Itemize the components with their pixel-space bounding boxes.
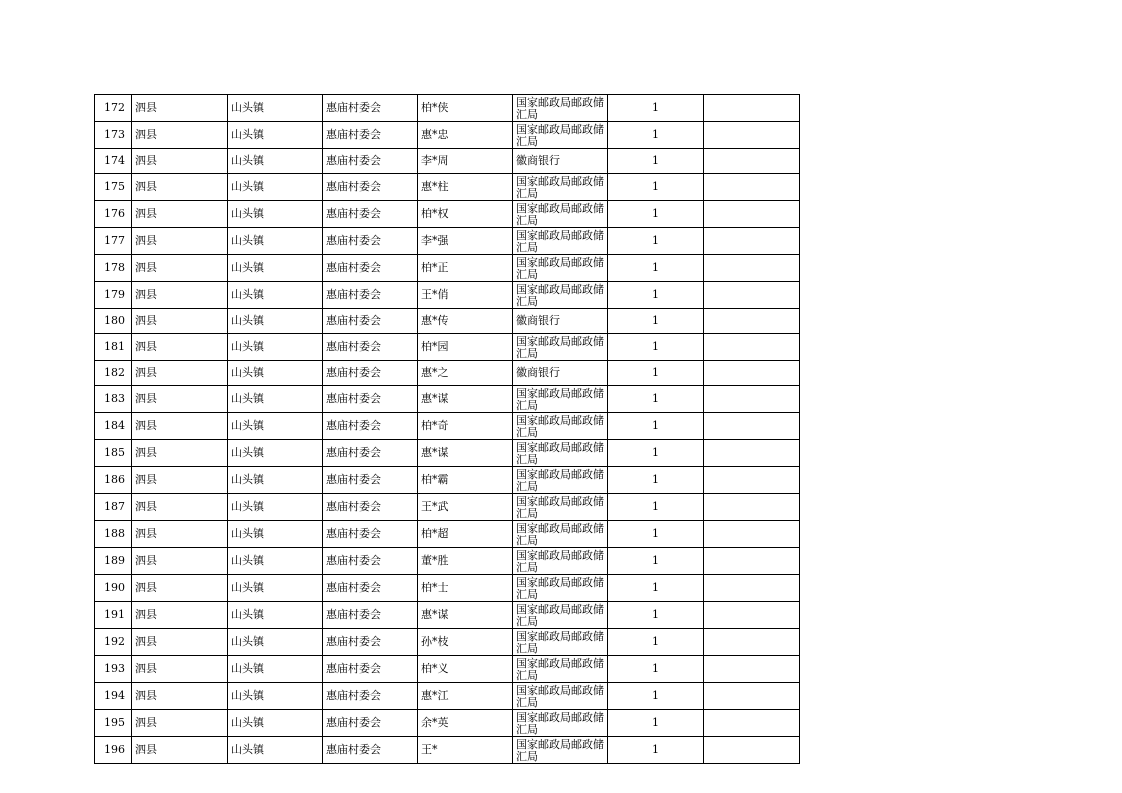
table-row [95,466,800,493]
bank-cell: 国家邮政局邮政储汇局 [513,601,608,628]
table-row [95,736,800,763]
remarks-cell [704,122,800,149]
table-row [95,122,800,149]
county-cell: 泗县 [132,628,228,655]
table-row [95,601,800,628]
county-cell: 泗县 [132,439,228,466]
village-committee-cell: 惠庙村委会 [323,682,418,709]
town-cell: 山头镇 [228,466,323,493]
count-cell: 1 [608,547,704,574]
remarks-cell [704,709,800,736]
table-row [95,682,800,709]
village-committee-cell: 惠庙村委会 [323,95,418,122]
remarks-cell [704,149,800,174]
row-number-cell: 176 [95,200,132,227]
county-cell: 泗县 [132,655,228,682]
town-cell: 山头镇 [228,200,323,227]
person-name-cell: 惠*忠 [418,122,513,149]
count-cell: 1 [608,439,704,466]
county-cell: 泗县 [132,360,228,385]
county-cell: 泗县 [132,254,228,281]
row-number-cell: 182 [95,360,132,385]
count-cell: 1 [608,173,704,200]
village-committee-cell: 惠庙村委会 [323,628,418,655]
row-number-cell: 175 [95,173,132,200]
count-cell: 1 [608,308,704,333]
remarks-cell [704,200,800,227]
table-row [95,493,800,520]
count-cell: 1 [608,493,704,520]
village-committee-cell: 惠庙村委会 [323,655,418,682]
person-name-cell: 柏*权 [418,200,513,227]
table-row [95,385,800,412]
count-cell: 1 [608,281,704,308]
bank-cell: 国家邮政局邮政储汇局 [513,628,608,655]
table-row [95,149,800,174]
county-cell: 泗县 [132,574,228,601]
town-cell: 山头镇 [228,709,323,736]
count-cell: 1 [608,628,704,655]
table-row [95,520,800,547]
table-row [95,655,800,682]
town-cell: 山头镇 [228,149,323,174]
person-name-cell: 王*俏 [418,281,513,308]
person-name-cell: 柏*义 [418,655,513,682]
person-name-cell: 王* [418,736,513,763]
count-cell: 1 [608,574,704,601]
table-row [95,308,800,333]
person-name-cell: 惠*谋 [418,385,513,412]
bank-cell: 国家邮政局邮政储汇局 [513,173,608,200]
person-name-cell: 惠*谋 [418,439,513,466]
remarks-cell [704,520,800,547]
village-committee-cell: 惠庙村委会 [323,227,418,254]
town-cell: 山头镇 [228,227,323,254]
town-cell: 山头镇 [228,736,323,763]
bank-cell: 国家邮政局邮政储汇局 [513,466,608,493]
count-cell: 1 [608,682,704,709]
village-committee-cell: 惠庙村委会 [323,281,418,308]
bank-cell: 国家邮政局邮政储汇局 [513,709,608,736]
county-cell: 泗县 [132,149,228,174]
bank-cell: 国家邮政局邮政储汇局 [513,520,608,547]
table-row [95,439,800,466]
table-row [95,281,800,308]
village-committee-cell: 惠庙村委会 [323,439,418,466]
town-cell: 山头镇 [228,122,323,149]
person-name-cell: 惠*谋 [418,601,513,628]
row-number-cell: 185 [95,439,132,466]
bank-cell: 徽商银行 [513,360,608,385]
county-cell: 泗县 [132,547,228,574]
county-cell: 泗县 [132,412,228,439]
table-row [95,227,800,254]
row-number-cell: 192 [95,628,132,655]
remarks-cell [704,601,800,628]
row-number-cell: 193 [95,655,132,682]
village-committee-cell: 惠庙村委会 [323,547,418,574]
count-cell: 1 [608,520,704,547]
village-committee-cell: 惠庙村委会 [323,709,418,736]
county-cell: 泗县 [132,281,228,308]
county-cell: 泗县 [132,493,228,520]
row-number-cell: 173 [95,122,132,149]
bank-cell: 国家邮政局邮政储汇局 [513,385,608,412]
remarks-cell [704,333,800,360]
village-committee-cell: 惠庙村委会 [323,412,418,439]
remarks-cell [704,173,800,200]
row-number-cell: 178 [95,254,132,281]
town-cell: 山头镇 [228,628,323,655]
town-cell: 山头镇 [228,574,323,601]
row-number-cell: 174 [95,149,132,174]
bank-cell: 国家邮政局邮政储汇局 [513,227,608,254]
town-cell: 山头镇 [228,682,323,709]
town-cell: 山头镇 [228,493,323,520]
village-committee-cell: 惠庙村委会 [323,574,418,601]
person-name-cell: 柏*奇 [418,412,513,439]
remarks-cell [704,385,800,412]
bank-cell: 国家邮政局邮政储汇局 [513,439,608,466]
county-cell: 泗县 [132,95,228,122]
village-committee-cell: 惠庙村委会 [323,601,418,628]
bank-cell: 国家邮政局邮政储汇局 [513,736,608,763]
town-cell: 山头镇 [228,333,323,360]
town-cell: 山头镇 [228,601,323,628]
remarks-cell [704,736,800,763]
town-cell: 山头镇 [228,385,323,412]
row-number-cell: 180 [95,308,132,333]
village-committee-cell: 惠庙村委会 [323,385,418,412]
count-cell: 1 [608,709,704,736]
row-number-cell: 186 [95,466,132,493]
person-name-cell: 孙*枝 [418,628,513,655]
count-cell: 1 [608,254,704,281]
town-cell: 山头镇 [228,308,323,333]
person-name-cell: 柏*超 [418,520,513,547]
village-committee-cell: 惠庙村委会 [323,200,418,227]
bank-cell: 国家邮政局邮政储汇局 [513,493,608,520]
row-number-cell: 184 [95,412,132,439]
count-cell: 1 [608,466,704,493]
count-cell: 1 [608,360,704,385]
remarks-cell [704,655,800,682]
remarks-cell [704,95,800,122]
person-name-cell: 李*强 [418,227,513,254]
town-cell: 山头镇 [228,95,323,122]
row-number-cell: 196 [95,736,132,763]
village-committee-cell: 惠庙村委会 [323,520,418,547]
remarks-cell [704,254,800,281]
county-cell: 泗县 [132,709,228,736]
bank-cell: 国家邮政局邮政储汇局 [513,122,608,149]
count-cell: 1 [608,655,704,682]
remarks-cell [704,574,800,601]
remarks-cell [704,281,800,308]
county-cell: 泗县 [132,200,228,227]
table-row [95,173,800,200]
row-number-cell: 191 [95,601,132,628]
row-number-cell: 172 [95,95,132,122]
person-name-cell: 余*英 [418,709,513,736]
table-row [95,628,800,655]
remarks-cell [704,308,800,333]
person-name-cell: 惠*江 [418,682,513,709]
village-committee-cell: 惠庙村委会 [323,308,418,333]
bank-cell: 国家邮政局邮政储汇局 [513,412,608,439]
row-number-cell: 190 [95,574,132,601]
county-cell: 泗县 [132,333,228,360]
row-number-cell: 179 [95,281,132,308]
count-cell: 1 [608,385,704,412]
person-name-cell: 柏*园 [418,333,513,360]
county-cell: 泗县 [132,520,228,547]
remarks-cell [704,412,800,439]
town-cell: 山头镇 [228,547,323,574]
row-number-cell: 188 [95,520,132,547]
bank-cell: 徽商银行 [513,308,608,333]
person-name-cell: 柏*侠 [418,95,513,122]
bank-cell: 国家邮政局邮政储汇局 [513,682,608,709]
row-number-cell: 195 [95,709,132,736]
row-number-cell: 177 [95,227,132,254]
person-name-cell: 惠*柱 [418,173,513,200]
row-number-cell: 187 [95,493,132,520]
roster-table [94,94,800,764]
village-committee-cell: 惠庙村委会 [323,493,418,520]
town-cell: 山头镇 [228,254,323,281]
town-cell: 山头镇 [228,439,323,466]
count-cell: 1 [608,122,704,149]
person-name-cell: 董*胜 [418,547,513,574]
row-number-cell: 181 [95,333,132,360]
remarks-cell [704,227,800,254]
remarks-cell [704,493,800,520]
table-row [95,95,800,122]
table-row [95,709,800,736]
town-cell: 山头镇 [228,655,323,682]
bank-cell: 国家邮政局邮政储汇局 [513,281,608,308]
village-committee-cell: 惠庙村委会 [323,173,418,200]
count-cell: 1 [608,601,704,628]
county-cell: 泗县 [132,466,228,493]
county-cell: 泗县 [132,227,228,254]
county-cell: 泗县 [132,385,228,412]
village-committee-cell: 惠庙村委会 [323,254,418,281]
table-row [95,547,800,574]
bank-cell: 国家邮政局邮政储汇局 [513,574,608,601]
person-name-cell: 王*武 [418,493,513,520]
roster-table-body [95,95,800,764]
count-cell: 1 [608,95,704,122]
town-cell: 山头镇 [228,281,323,308]
row-number-cell: 189 [95,547,132,574]
village-committee-cell: 惠庙村委会 [323,333,418,360]
row-number-cell: 183 [95,385,132,412]
table-row [95,412,800,439]
town-cell: 山头镇 [228,360,323,385]
table-row [95,333,800,360]
count-cell: 1 [608,200,704,227]
county-cell: 泗县 [132,682,228,709]
person-name-cell: 惠*之 [418,360,513,385]
person-name-cell: 惠*传 [418,308,513,333]
count-cell: 1 [608,227,704,254]
county-cell: 泗县 [132,122,228,149]
village-committee-cell: 惠庙村委会 [323,122,418,149]
remarks-cell [704,466,800,493]
village-committee-cell: 惠庙村委会 [323,360,418,385]
remarks-cell [704,547,800,574]
table-row [95,574,800,601]
remarks-cell [704,439,800,466]
village-committee-cell: 惠庙村委会 [323,149,418,174]
table-row [95,254,800,281]
remarks-cell [704,360,800,385]
bank-cell: 徽商银行 [513,149,608,174]
count-cell: 1 [608,412,704,439]
table-row [95,200,800,227]
person-name-cell: 柏*士 [418,574,513,601]
bank-cell: 国家邮政局邮政储汇局 [513,95,608,122]
town-cell: 山头镇 [228,520,323,547]
row-number-cell: 194 [95,682,132,709]
bank-cell: 国家邮政局邮政储汇局 [513,655,608,682]
person-name-cell: 李*周 [418,149,513,174]
village-committee-cell: 惠庙村委会 [323,466,418,493]
county-cell: 泗县 [132,308,228,333]
person-name-cell: 柏*霸 [418,466,513,493]
count-cell: 1 [608,333,704,360]
count-cell: 1 [608,149,704,174]
town-cell: 山头镇 [228,173,323,200]
bank-cell: 国家邮政局邮政储汇局 [513,333,608,360]
town-cell: 山头镇 [228,412,323,439]
remarks-cell [704,628,800,655]
county-cell: 泗县 [132,601,228,628]
bank-cell: 国家邮政局邮政储汇局 [513,547,608,574]
remarks-cell [704,682,800,709]
count-cell: 1 [608,736,704,763]
table-row [95,360,800,385]
county-cell: 泗县 [132,173,228,200]
county-cell: 泗县 [132,736,228,763]
village-committee-cell: 惠庙村委会 [323,736,418,763]
bank-cell: 国家邮政局邮政储汇局 [513,200,608,227]
person-name-cell: 柏*正 [418,254,513,281]
bank-cell: 国家邮政局邮政储汇局 [513,254,608,281]
